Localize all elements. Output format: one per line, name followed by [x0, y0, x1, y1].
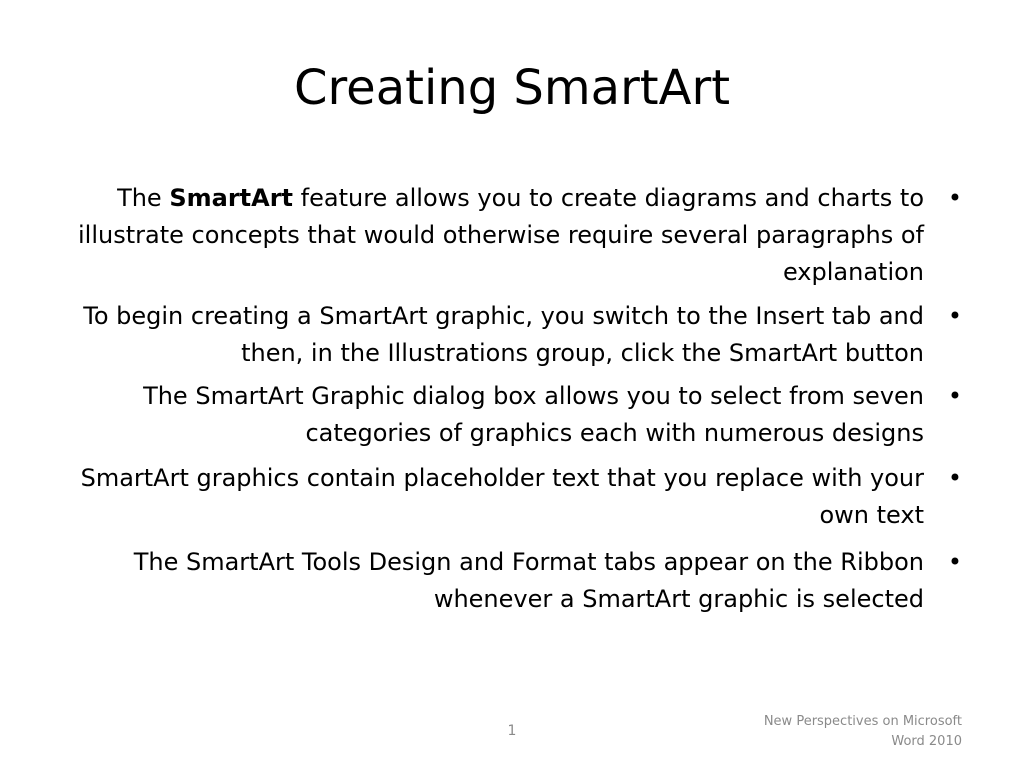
bullet-text: To begin creating a SmartArt graphic, you switch to the Insert tab and then, in the Illustrations group, click the SmartArt button [83, 302, 924, 367]
bullet-text-prefix: The [117, 184, 170, 212]
bullet-item [40, 544, 980, 618]
bullet-bold-term: SmartArt [169, 184, 294, 212]
bullet-item [40, 180, 980, 291]
footer-line-2: Word 2010 [891, 734, 962, 749]
slide-title: Creating SmartArt [293, 60, 731, 116]
bullet-dot-icon: • [947, 464, 963, 492]
footer-text [712, 712, 962, 752]
footer-line-1: New Perspectives on Microsoft [763, 714, 962, 729]
bullet-dot-icon: • [947, 382, 963, 410]
bullet-item [40, 460, 980, 534]
bullet-item [40, 298, 980, 372]
bullet-dot-icon: • [947, 548, 963, 576]
bullet-list [40, 180, 980, 625]
bullet-item [40, 378, 980, 452]
bullet-text: The SmartArt Graphic dialog box allows you to select from seven categories of graphics each with numerous designs [143, 382, 924, 447]
bullet-text: SmartArt graphics contain placeholder text that you replace with your own text [80, 464, 924, 529]
bullet-text-suffix: feature allows you to create diagrams and charts to illustrate concepts that would otherwise require several paragraphs of explanation [78, 184, 924, 286]
bullet-dot-icon: • [947, 302, 963, 330]
page-number: 1 [507, 723, 517, 739]
bullet-text: The SmartArt Tools Design and Format tabs appear on the Ribbon whenever a SmartArt graphic is selected [133, 548, 924, 613]
bullet-dot-icon: • [947, 184, 963, 212]
